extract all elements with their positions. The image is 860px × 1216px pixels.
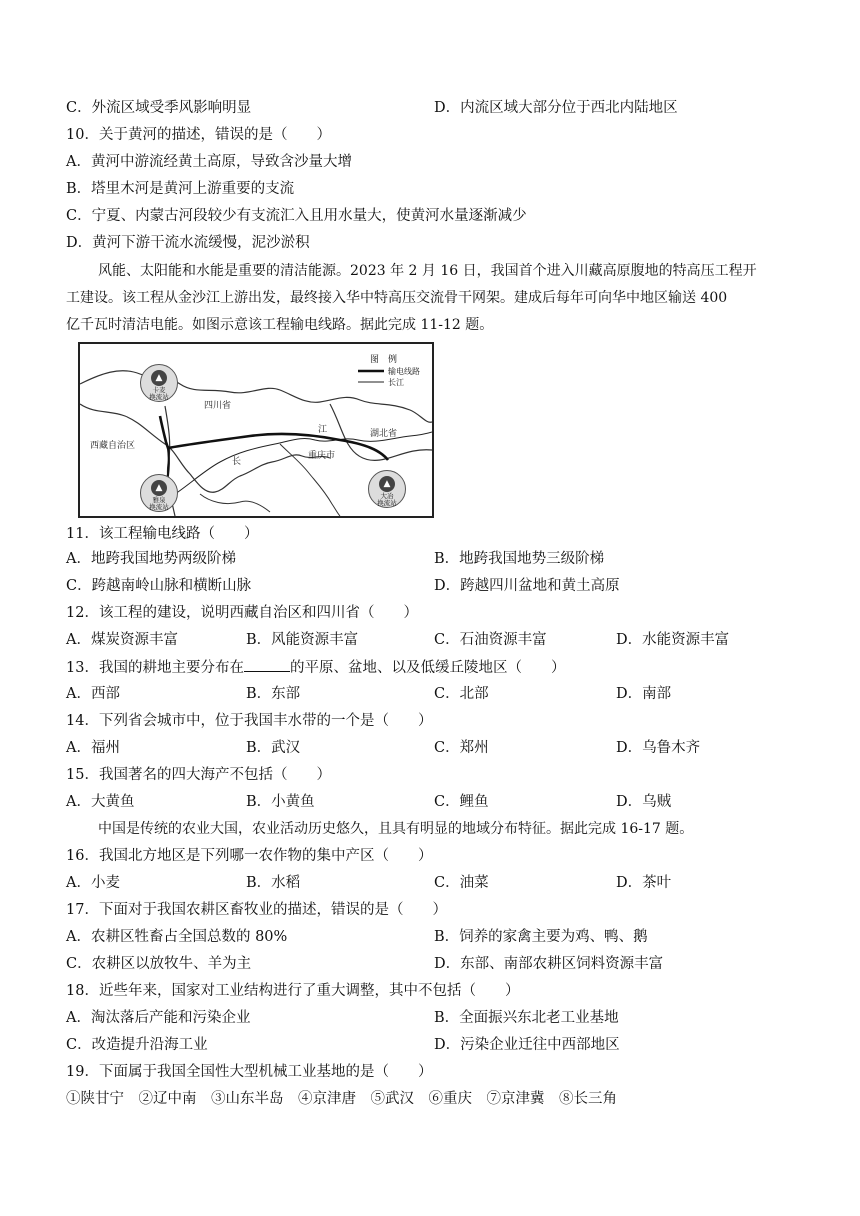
q18-option-a: A．淘汰落后产能和污染企业: [66, 1010, 251, 1026]
q11-option-d: D．跨越四川盆地和黄土高原: [434, 578, 620, 594]
q10-option-b: B．塔里木河是黄河上游重要的支流: [66, 181, 295, 197]
q13-stem: [66, 657, 565, 678]
q17-options-row1: [66, 927, 806, 947]
q14-stem: 14．下列省会城市中，位于我国丰水带的一个是（ ）: [66, 713, 433, 729]
label-hubei: 湖北省: [370, 429, 398, 439]
legend-symbols: [358, 366, 386, 390]
q10-stem: 10．关于黄河的描述，错误的是（ ）: [66, 127, 331, 143]
q19-stem: 19．下面属于我国全国性大型机械工业基地的是（ ）: [66, 1064, 433, 1080]
station-kamai-label: 卡麦 换流站: [149, 386, 169, 401]
label-sichuan: 四川省: [204, 401, 232, 411]
q12-option-a: A．煤炭资源丰富: [66, 632, 178, 648]
q9-options-row: [66, 98, 806, 118]
q17-option-b: B．饲养的家禽主要为鸡、鸭、鹅: [434, 929, 648, 945]
q13-options-row: [66, 684, 806, 704]
q9-option-d: D．内流区域大部分位于西北内陆地区: [434, 100, 678, 116]
boundary-south: [200, 494, 270, 512]
q11-options-row1: [66, 549, 806, 569]
q9-option-c: C．外流区域受季风影响明显: [66, 100, 252, 116]
q16-options-row: [66, 873, 806, 893]
q18-options-row1: [66, 1008, 806, 1028]
q14-option-c: C．郑州: [434, 740, 489, 756]
tower-icon: ▲: [151, 370, 167, 386]
q11-stem: 11．该工程输电线路（ ）: [66, 526, 259, 542]
q14-option-b: B．武汉: [246, 740, 301, 756]
q14-option-d: D．乌鲁木齐: [616, 740, 701, 756]
q13-option-c: C．北部: [434, 686, 489, 702]
q12-option-b: B．风能资源丰富: [246, 632, 359, 648]
q18-options-row2: [66, 1035, 806, 1055]
q17-option-a: A．农耕区牲畜占全国总数的 80%: [66, 929, 288, 945]
passage1-line2: 工建设。该工程从金沙江上游出发，最终接入华中特高压交流骨干网架。建成后每年可向华中地区输送 400: [66, 290, 728, 306]
q15-option-a: A．大黄鱼: [66, 794, 135, 810]
q18-stem: 18．近些年来，国家对工业结构进行了重大调整，其中不包括（ ）: [66, 983, 520, 999]
q18-option-c: C．改造提升沿海工业: [66, 1037, 208, 1053]
q10-option-c: C．宁夏、内蒙古河段较少有支流汇入且用水量大，使黄河水量逐渐减少: [66, 208, 527, 224]
q17-option-c: C．农耕区以放牧牛、羊为主: [66, 956, 252, 972]
station-yaquan: [140, 474, 180, 514]
q18-option-b: B．全面振兴东北老工业基地: [434, 1010, 619, 1026]
q16-stem: 16．我国北方地区是下列哪一农作物的集中产区（ ）: [66, 848, 433, 864]
label-chongqing: 重庆市: [308, 451, 336, 461]
q16-option-c: C．油菜: [434, 875, 489, 891]
legend-transmission-label: 输电线路: [388, 367, 420, 376]
station-yaquan-label: 雅泉 换流站: [149, 496, 169, 511]
q13-option-a: A．西部: [66, 686, 120, 702]
passage1-line1: 风能、太阳能和水能是重要的清洁能源。2023 年 2 月 16 日，我国首个进入川藏高原腹地的特高压工程开: [98, 263, 757, 279]
legend-title: 图 例: [370, 355, 398, 365]
q16-option-d: D．茶叶: [616, 875, 672, 891]
q14-options-row: [66, 738, 806, 758]
q10-option-d: D．黄河下游干流水流缓慢，泥沙淤积: [66, 235, 310, 251]
q15-stem: 15．我国著名的四大海产不包括（ ）: [66, 767, 331, 783]
q12-options-row: [66, 630, 806, 650]
q14-option-a: A．福州: [66, 740, 120, 756]
q12-option-d: D．水能资源丰富: [616, 632, 730, 648]
q15-option-c: C．鲤鱼: [434, 794, 489, 810]
q13-blank: [244, 657, 290, 672]
tower-icon: ▲: [151, 480, 167, 496]
q13-stem-post: 的平原、盆地、以及低缓丘陵地区（ ）: [289, 660, 566, 676]
q17-option-d: D．东部、南部农耕区饲料资源丰富: [434, 956, 664, 972]
legend-river-label: 长江: [388, 378, 404, 387]
q13-option-b: B．东部: [246, 686, 301, 702]
label-chang: 长: [232, 457, 242, 467]
q12-stem: 12．该工程的建设，说明西藏自治区和四川省（ ）: [66, 605, 418, 621]
q11-options-row2: [66, 576, 806, 596]
q15-options-row: [66, 792, 806, 812]
q17-stem: 17．下面对于我国农耕区畜牧业的描述，错误的是（ ）: [66, 902, 447, 918]
q11-option-c: C．跨越南岭山脉和横断山脉: [66, 578, 252, 594]
q16-option-b: B．水稻: [246, 875, 301, 891]
q10-option-a: A．黄河中游流经黄土高原，导致含沙量大增: [66, 154, 352, 170]
q15-option-d: D．乌贼: [616, 794, 672, 810]
station-kamai: [140, 364, 180, 404]
passage2: 中国是传统的农业大国，农业活动历史悠久，且具有明显的地域分布特征。据此完成 16-17 题。: [98, 821, 694, 837]
q13-stem-pre: 13．我国的耕地主要分布在: [66, 660, 244, 676]
station-daye: [368, 470, 408, 510]
transmission-line-map: [78, 342, 434, 518]
label-jiang: 江: [318, 425, 328, 435]
q18-option-d: D．污染企业迁往中西部地区: [434, 1037, 620, 1053]
label-xizang: 西藏自治区: [90, 441, 136, 451]
passage1-line3: 亿千瓦时清洁电能。如图示意该工程输电线路。据此完成 11-12 题。: [66, 317, 494, 333]
station-daye-label: 大冶 换流站: [377, 492, 397, 507]
q16-option-a: A．小麦: [66, 875, 120, 891]
q12-option-c: C．石油资源丰富: [434, 632, 547, 648]
q13-option-d: D．南部: [616, 686, 672, 702]
q11-option-b: B．地跨我国地势三级阶梯: [434, 551, 605, 567]
tower-icon: ▲: [379, 476, 395, 492]
transmission-line: [160, 416, 388, 460]
q19-options: ①陕甘宁 ②辽中南 ③山东半岛 ④京津唐 ⑤武汉 ⑥重庆 ⑦京津冀 ⑧长三角: [66, 1091, 617, 1107]
q15-option-b: B．小黄鱼: [246, 794, 315, 810]
q17-options-row2: [66, 954, 806, 974]
q11-option-a: A．地跨我国地势两级阶梯: [66, 551, 236, 567]
